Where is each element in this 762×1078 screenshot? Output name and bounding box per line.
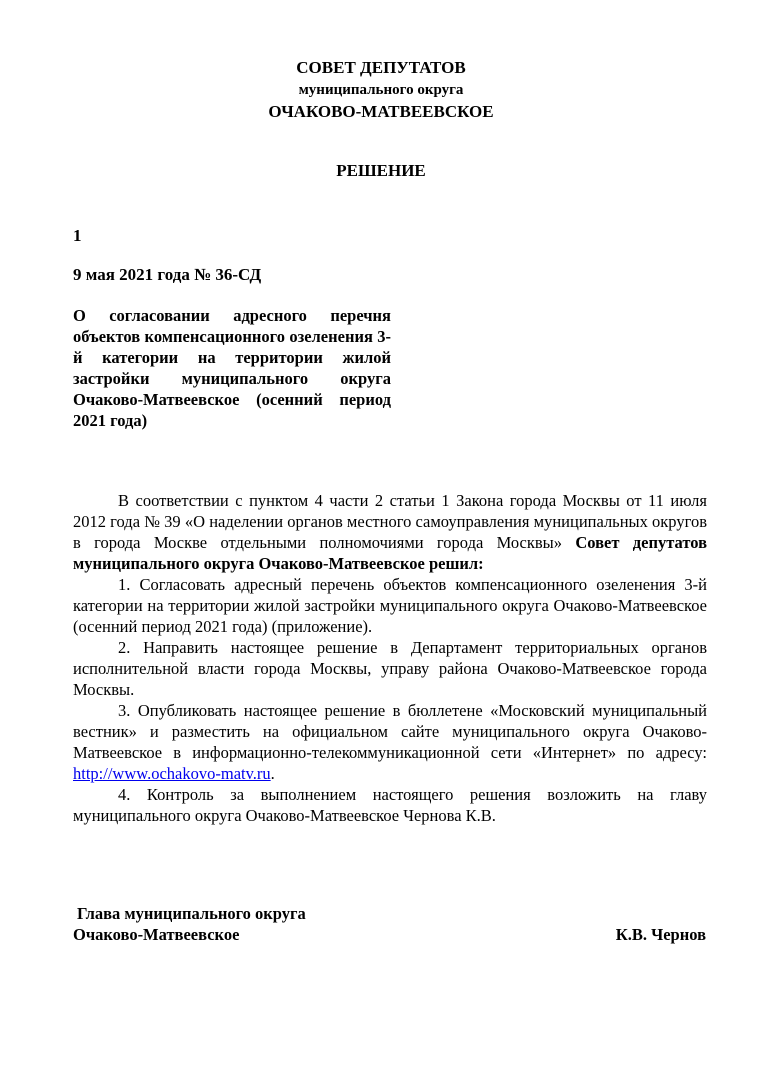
preamble-resolution: Совет депутатов муниципального округа Очаково-Матвеевское решил: (73, 533, 707, 573)
preamble-paragraph (73, 490, 707, 574)
preamble-text: В соответствии с пунктом 4 части 2 статьи 1 Закона города Москвы от 11 июля 2012 года № 39 «О наделении органов местного самоуправления муниципальных округов в города Москве отдельными полномочиями города Москвы» (73, 491, 707, 552)
item-3-text: 3. Опубликовать настоящее решение в бюллетене «Московский муниципальный вестник» и разместить на официальном сайте муниципального округа Очаково-Матвеевское в информационно-телекоммуникационной сети «Интернет» по адресу: (73, 701, 707, 762)
signature-name: К.В. Чернов (615, 925, 706, 944)
council-subtitle: муниципального округа (298, 82, 464, 98)
council-title: СОВЕТ ДЕПУТАТОВ (296, 58, 466, 77)
document-number-line: 1 (73, 226, 82, 245)
item-3 (73, 700, 707, 784)
item-4: 4. Контроль за выполнением настоящего решения возложить на главу муниципального округа Очаково-Матвеевское Чернова К.В. (73, 785, 707, 825)
document-body (73, 490, 707, 826)
signature-title: Глава муниципального округа (77, 904, 306, 923)
district-name: ОЧАКОВО-МАТВЕЕВСКОЕ (268, 102, 494, 121)
item-3-end: . (270, 764, 275, 783)
item-1: 1. Согласовать адресный перечень объектов компенсационного озеленения 3-й категории на территории жилой застройки муниципального округа Очаково-Матвеевское (осенний период 2021 года) (приложение). (73, 575, 707, 636)
document-type: РЕШЕНИЕ (336, 161, 426, 180)
website-link[interactable]: http://www.ochakovo-matv.ru (73, 764, 271, 783)
item-2: 2. Направить настоящее решение в Департамент территориальных органов исполнительной власти города Москвы, управу района Очаково-Матвеевское города Москвы. (73, 638, 707, 699)
document-date: 9 мая 2021 года № 36-СД (73, 265, 262, 284)
signature-org: Очаково-Матвеевское (73, 925, 240, 944)
document-subject: О согласовании адресного перечня объектов компенсационного озеленения 3-й категории на территории жилой застройки муниципального округа Очаково-Матвеевское (осенний период 2021 года) (73, 306, 391, 430)
